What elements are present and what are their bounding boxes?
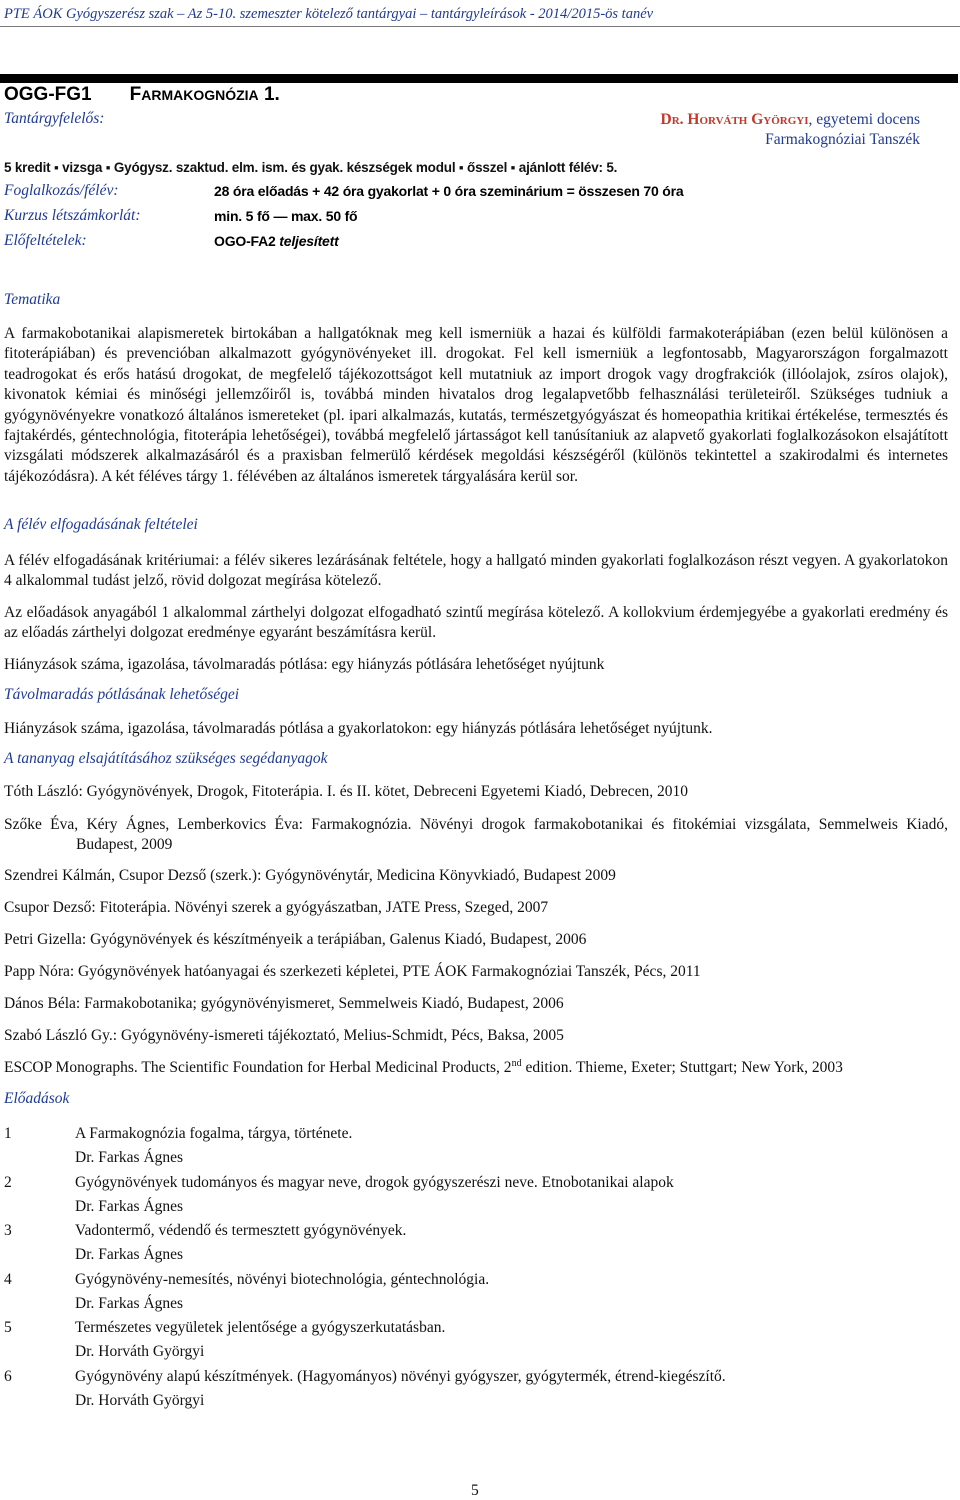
responsible-line [661,110,920,130]
references-heading: A tananyag elsajátításához szükséges segédanyagok [4,750,328,767]
responsible-name: Dr. Horváth Györgyi [660,111,809,128]
lecture-lecturer: Dr. Farkas Ágnes [75,1246,184,1264]
lecture-title: Gyógynövény alapú készítmények. (Hagyományos) növényi gyógyszer, gyógytermék, étrend-kiegészítő. [75,1367,726,1385]
reference-item: Szabó László Gy.: Gyógynövény-ismereti tájékoztató, Melius-Schmidt, Pécs, Baksa, 2005 [4,1027,564,1044]
lectures-heading: Előadások [4,1090,70,1107]
lecture-title: A Farmakognózia fogalma, tárgya, története. [75,1125,353,1142]
tematika-heading: Tematika [4,291,61,308]
lecture-title: Vadontermő, védendő és termesztett gyógynövények. [75,1222,407,1239]
lecture-item [4,1219,944,1268]
lecture-item [4,1316,944,1365]
responsible-role: , egyetemi docens [808,111,920,128]
responsible-label: Tantárgyfelelős: [4,110,105,127]
reference-item: Szőke Éva, Kéry Ágnes, Lemberkovics Éva: Farmakognózia. Növényi drogok farmakobotanikai és fitokémiai vizsgálata, Semmelweis Kiadó, Budapest, 2009 [4,816,948,854]
lecture-title: Természetes vegyületek jelentősége a gyógyszerkutatásban. [75,1319,446,1336]
reference-text: ESCOP Monographs. The Scientific Foundation for Herbal Medicinal Products, 2 [4,1059,512,1077]
lecture-title: Gyógynövények tudományos és magyar neve, drogok gyógyszerészi neve. Etnobotanikai alapok [75,1173,674,1191]
lecture-number: 5 [4,1319,12,1336]
lecture-item [4,1365,944,1414]
reference-item: Petri Gizella: Gyógynövények és készítményeik a terápiában, Galenus Kiadó, Budapest, 2006 [4,931,587,948]
header-rule [0,26,960,27]
course-title [130,84,280,105]
running-header: PTE ÁOK Gyógyszerész szak – Az 5-10. szemeszter kötelező tantárgyai – tantárgyleírások - 2014/2015-ös tanév [4,6,654,22]
lecture-number: 6 [4,1367,12,1385]
lecture-lecturer: Dr. Horváth Györgyi [75,1343,205,1361]
course-title-rest: ARMAKOGNÓZIA [141,87,259,103]
lecture-item [4,1171,944,1220]
reference-item: Papp Nóra: Gyógynövények hatóanyagai és szerkezeti képletei, PTE ÁOK Farmakognóziai Tanszék, Pécs, 2011 [4,963,701,980]
lecture-number: 1 [4,1125,12,1142]
lecture-lecturer: Dr. Farkas Ágnes [75,1197,184,1215]
page-number: 5 [471,1482,479,1499]
prereq-status: teljesített [279,233,339,249]
classes-label: Foglalkozás/félév: [4,182,119,199]
classes-value: 28 óra előadás + 42 óra gyakorlat + 0 óra szeminárium = összesen 70 óra [214,183,684,199]
course-title-row [4,84,280,106]
makeup-text: Hiányzások száma, igazolása, távolmaradás pótlása a gyakorlatokon: egy hiányzás pótlására lehetőséget nyújtunk. [4,720,713,737]
lecture-lecturer: Dr. Farkas Ágnes [75,1149,184,1167]
lecture-title: Gyógynövény-nemesítés, növényi biotechnológia, géntechnológia. [75,1270,490,1288]
lecture-item [4,1122,944,1171]
conditions-paragraph-3: Hiányzások száma, igazolása, távolmaradás pótlása: egy hiányzás pótlására lehetőséget nyújtunk [4,656,605,673]
reference-item: Dános Béla: Farmakobotanika; gyógynövényismeret, Semmelweis Kiadó, Budapest, 2006 [4,995,564,1012]
reference-superscript: nd [511,1058,522,1069]
reference-item: Tóth László: Gyógynövények, Drogok, Fitoterápia. I. és II. kötet, Debreceni Egyetemi Kiadó, Debrecen, 2010 [4,783,688,800]
conditions-paragraph-1: A félév elfogadásának kritériumai: a félév sikeres lezárásának feltétele, hogy a hallgató minden gyakorlati foglalkozáson részt vegyen. A gyakorlatokon 4 alkalommal tudást jelző, rövid dolgozat megírása kötelező. [4,552,948,590]
lecture-list [4,1122,944,1413]
conditions-heading: A félév elfogadásának feltételei [4,516,198,533]
reference-item: Szendrei Kálmán, Csupor Dezső (szerk.): Gyógynövénytár, Medicina Könyvkiadó, Budapest 2009 [4,867,616,884]
limit-value: min. 5 fő — max. 50 fő [214,208,358,224]
conditions-paragraph-2: Az előadások anyagából 1 alkalommal zárthelyi dolgozat elfogadható szintű megírása kötelező. A kollokvium érdemjegyébe a gyakorlati eredmény és az előadás zárthelyi dolgozat eredménye egyaránt beszámításra kerül. [4,604,948,642]
lecture-number: 2 [4,1173,12,1191]
course-code: OGG-FG1 [4,84,92,105]
course-title-suffix: 1. [258,84,280,105]
responsible-block [661,110,920,150]
lecture-item [4,1268,944,1317]
lecture-number: 3 [4,1222,12,1239]
limit-label: Kurzus létszámkorlát: [4,207,141,224]
prereq-code: OGO-FA2 [214,233,280,249]
lecture-lecturer: Dr. Horváth Györgyi [75,1391,205,1409]
reference-item [4,1058,843,1077]
prereq-value [214,233,339,249]
reference-text-end: edition. Thieme, Exeter; Stuttgart; New York, 2003 [521,1059,843,1077]
reference-item: Csupor Dezső: Fitoterápia. Növényi szerek a gyógyászatban, JATE Press, Szeged, 2007 [4,899,549,916]
lecture-lecturer: Dr. Farkas Ágnes [75,1294,184,1312]
tematika-text: A farmakobotanikai alapismeretek birtokában a hallgatóknak meg kell ismerniük a hazai és külföldi farmakoterápiában (ezen belül különösen a fitoterápiában) és prevencióban alkalmazott gyógynövényeket ill. drogokat. Fel kell ismerniük a legfontosabb, Magyarországon forgalmazott teadrogokat és erős hatású drogokat, de megfelelő tájékozottságot kell mutatniuk az import drogok vagy drogfrakciók (illóolajok, zsíros olajok), kivonatok kémiai és minőségi jellemzőiről is, továbbá minden hivatalos drog legalapvetőbb felhasználási területeiről. Szükséges tudniuk a gyógynövényekre vonatkozó általános ismereteket (pl. ipari alkalmazás, kutatás, természetgyógyászat és homeopathia kritikai értékelése, termesztés és fajtakérdés, géntechnológia, fitoterápia lehetőségei), továbbá megfelelő jártasságot kell tanúsítaniuk az alapvető gyakorlati foglalkozásokon elsajátított vizsgálati módszerek alkalmazásáról és a praxisban felmerülő kérdések megoldási készségéről (különös tekintettel a szakirodalmi és internetes tájékozódásra). A két féléves tárgy 1. félévében az általános ismeretek tárgyalására kerül sor. [4,325,948,485]
prereq-label: Előfeltételek: [4,232,87,249]
makeup-heading: Távolmaradás pótlásának lehetőségei [4,686,240,703]
lecture-number: 4 [4,1270,12,1288]
course-title-initial: F [129,84,142,105]
department-name: Farmakognóziai Tanszék [765,131,920,148]
credits-line: 5 kredit ▪ vizsga ▪ Gyógysz. szaktud. elm. ism. és gyak. készségek modul ▪ ősszel ▪ ajánlott félév: 5. [4,160,618,175]
title-band [0,74,958,83]
